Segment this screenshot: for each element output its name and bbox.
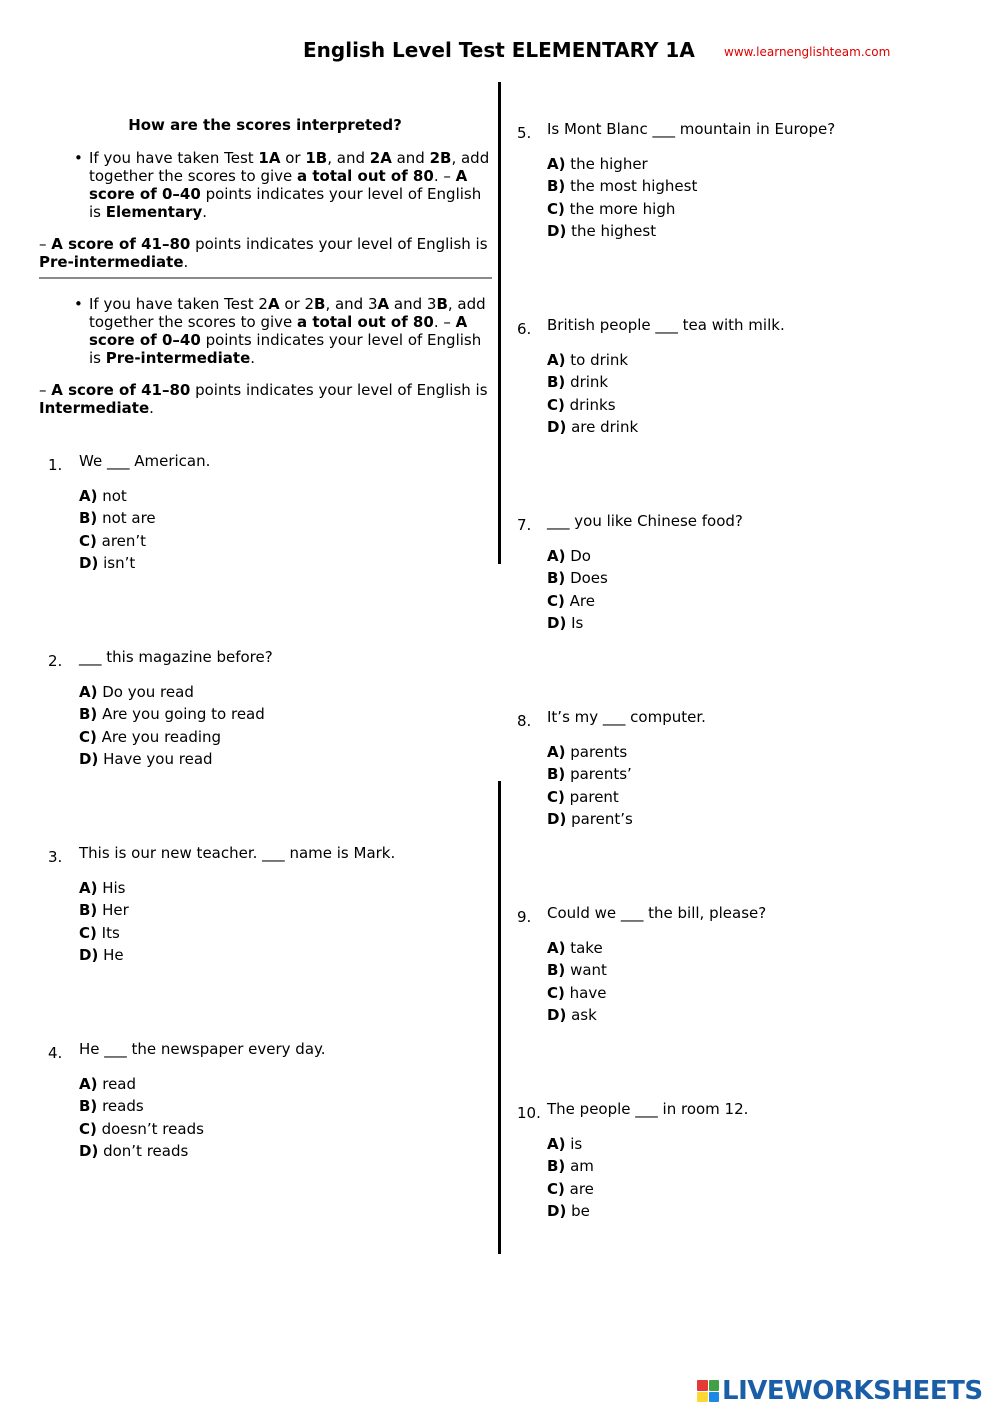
column-divider-top — [498, 82, 501, 564]
question-number: 7. — [517, 516, 532, 534]
question-number: 5. — [517, 124, 532, 142]
option-c[interactable]: C) have — [547, 984, 607, 1002]
option-d[interactable]: D) He — [79, 946, 124, 964]
scoring-bullet-1-text: If you have taken Test 1A or 1B, and 2A and 2B, add together the scores to give a total out of 80. – A score of 0–40 points indicates your level of English is Elementary. — [89, 149, 490, 221]
scoring-bullet-1 — [74, 149, 492, 221]
option-a[interactable]: A) parents — [547, 743, 628, 761]
option-d[interactable]: D) don’t reads — [79, 1142, 189, 1160]
scoring-bullet-2 — [74, 295, 492, 367]
liveworksheets-logo[interactable] — [697, 1374, 983, 1408]
question-stem: He ___ the newspaper every day. — [79, 1040, 326, 1058]
question-stem: British people ___ tea with milk. — [547, 316, 785, 334]
logo-square-red — [697, 1380, 708, 1391]
option-a[interactable]: A) is — [547, 1135, 583, 1153]
option-a[interactable]: A) to drink — [547, 351, 629, 369]
brand-text: LIVEWORKSHEETS — [722, 1376, 983, 1406]
option-c[interactable]: C) parent — [547, 788, 619, 806]
site-url[interactable]: www.learnenglishteam.com — [724, 45, 891, 59]
option-c[interactable]: C) Are — [547, 592, 595, 610]
option-a[interactable]: A) Do you read — [79, 683, 194, 701]
question-stem: Is Mont Blanc ___ mountain in Europe? — [547, 120, 836, 138]
option-c[interactable]: C) drinks — [547, 396, 616, 414]
logo-square-yellow — [697, 1392, 708, 1403]
question-number: 10. — [517, 1104, 541, 1122]
option-d[interactable]: D) Have you read — [79, 750, 213, 768]
option-b[interactable]: B) Are you going to read — [79, 705, 265, 723]
liveworksheets-icon — [697, 1380, 719, 1402]
question-stem: It’s my ___ computer. — [547, 708, 706, 726]
page-title: English Level Test ELEMENTARY 1A — [303, 38, 695, 62]
question-stem: The people ___ in room 12. — [547, 1100, 749, 1118]
option-b[interactable]: B) drink — [547, 373, 609, 391]
option-b[interactable]: B) Does — [547, 569, 608, 587]
section-divider — [39, 277, 492, 279]
option-b[interactable]: B) am — [547, 1157, 594, 1175]
question-stem: We ___ American. — [79, 452, 211, 470]
bullet-icon: • — [74, 149, 83, 167]
logo-square-green — [709, 1380, 720, 1391]
option-c[interactable]: C) aren’t — [79, 532, 147, 550]
option-b[interactable]: B) parents’ — [547, 765, 632, 783]
option-d[interactable]: D) ask — [547, 1006, 597, 1024]
option-c[interactable]: C) Its — [79, 924, 120, 942]
scoring-bullet-2-text: If you have taken Test 2A or 2B, and 3A and 3B, add together the scores to give a total out of 80. – A score of 0–40 points indicates your level of English is Pre-intermediate. — [89, 295, 486, 367]
question-stem: Could we ___ the bill, please? — [547, 904, 767, 922]
question-number: 4. — [48, 1044, 63, 1062]
option-a[interactable]: A) His — [79, 879, 126, 897]
option-a[interactable]: A) read — [79, 1075, 137, 1093]
bullet-icon: • — [74, 295, 83, 313]
question-stem: This is our new teacher. ___ name is Mark. — [79, 844, 396, 862]
option-b[interactable]: B) Her — [79, 901, 129, 919]
option-a[interactable]: A) Do — [547, 547, 591, 565]
option-d[interactable]: D) isn’t — [79, 554, 136, 572]
question-number: 3. — [48, 848, 63, 866]
question-number: 6. — [517, 320, 532, 338]
option-a[interactable]: A) the higher — [547, 155, 648, 173]
question-number: 8. — [517, 712, 532, 730]
option-c[interactable]: C) are — [547, 1180, 594, 1198]
option-c[interactable]: C) Are you reading — [79, 728, 222, 746]
option-b[interactable]: B) not are — [79, 509, 156, 527]
question-number: 1. — [48, 456, 63, 474]
option-c[interactable]: C) doesn’t reads — [79, 1120, 204, 1138]
option-d[interactable]: D) be — [547, 1202, 590, 1220]
scoring-note-2: – A score of 41–80 points indicates your level of English is Intermediate. — [39, 381, 488, 417]
option-d[interactable]: D) are drink — [547, 418, 639, 436]
scores-heading: How are the scores interpreted? — [128, 116, 402, 134]
option-b[interactable]: B) the most highest — [547, 177, 698, 195]
column-divider-bottom — [498, 781, 501, 1254]
logo-square-blue — [709, 1392, 720, 1403]
option-b[interactable]: B) want — [547, 961, 607, 979]
question-stem: ___ this magazine before? — [79, 648, 273, 666]
option-d[interactable]: D) Is — [547, 614, 584, 632]
option-d[interactable]: D) parent’s — [547, 810, 633, 828]
question-number: 2. — [48, 652, 63, 670]
option-d[interactable]: D) the highest — [547, 222, 657, 240]
option-a[interactable]: A) not — [79, 487, 127, 505]
question-number: 9. — [517, 908, 532, 926]
option-c[interactable]: C) the more high — [547, 200, 676, 218]
option-b[interactable]: B) reads — [79, 1097, 144, 1115]
option-a[interactable]: A) take — [547, 939, 603, 957]
scoring-note-1: – A score of 41–80 points indicates your level of English is Pre-intermediate. — [39, 235, 488, 271]
question-stem: ___ you like Chinese food? — [547, 512, 743, 530]
